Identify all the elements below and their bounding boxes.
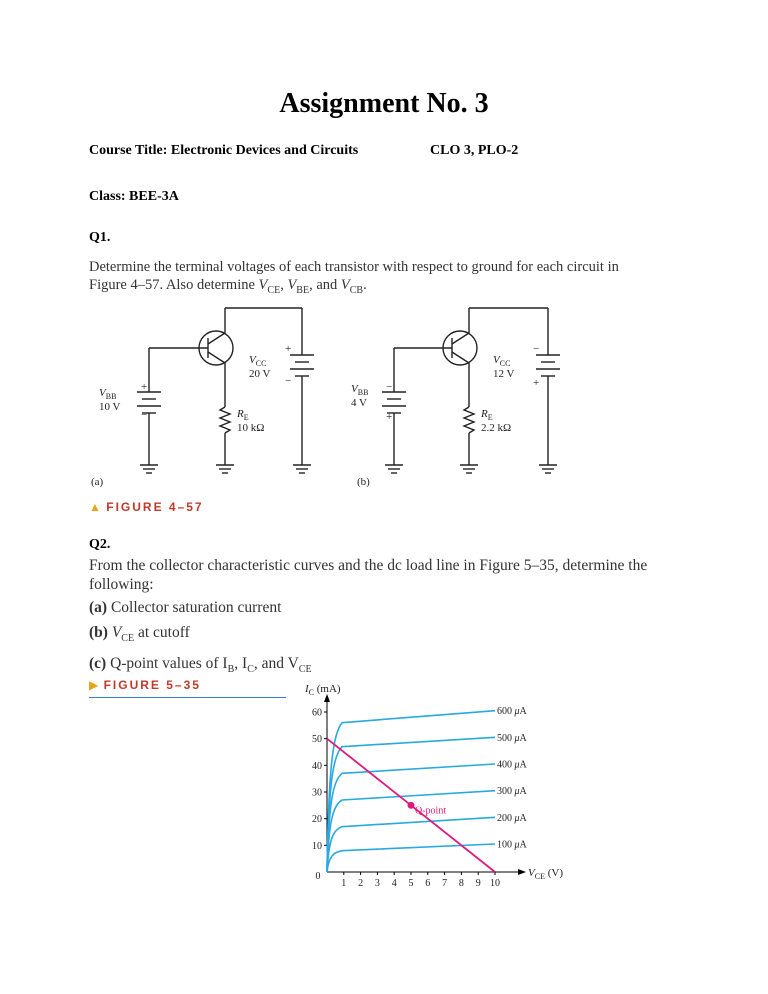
course-title: Course Title: Electronic Devices and Circuits: [89, 143, 359, 158]
svg-text:−: −: [141, 409, 148, 421]
x-tick-label: 10: [490, 878, 500, 889]
re-b-value: 2.2 kΩ: [481, 422, 512, 434]
origin-label: 0: [315, 871, 321, 882]
q1-text: [89, 258, 619, 300]
x-axis-arrow-icon: [518, 869, 526, 875]
y-tick-label: 20: [312, 814, 322, 826]
q-point-marker: [408, 802, 415, 809]
q2-intro: [89, 556, 689, 594]
x-tick-label: 8: [458, 878, 464, 889]
x-tick-label: 5: [408, 878, 414, 889]
svg-text:VBB: $V_{BB}$: [99, 387, 117, 401]
ib-curve-label: 300 μA: [497, 786, 527, 798]
q2-item-b: (b) $V_{CE}$ at cutoff: [89, 624, 190, 645]
x-tick-label: 1: [341, 878, 347, 889]
q1-text-line1: Determine the terminal voltages of each transistor with respect to ground for each circuit in: [89, 259, 619, 275]
x-tick-label: 9: [475, 878, 481, 889]
svg-text:VCC: $V_{CC}$: [493, 354, 511, 368]
q2-item-c: (c) Q-point values of $I_B$, $I_C$, and $V_{CE}$: [89, 655, 312, 676]
y-tick-label: 30: [312, 787, 322, 799]
svg-text:−: −: [386, 381, 393, 393]
svg-text:+: +: [386, 411, 393, 423]
x-tick-label: 4: [391, 878, 397, 889]
vbb-b-value: 4 V: [351, 397, 367, 409]
ib-curve-label: 400 μA: [497, 759, 527, 771]
re-b-resistor-icon: [464, 407, 474, 433]
circuit-b-label: (b): [357, 476, 370, 488]
figure-5-35-caption: ▶ FIGURE 5–35: [89, 678, 286, 698]
figure-4-57-circuits: [89, 300, 589, 490]
vbb-a-value: 10 V: [99, 401, 121, 413]
x-tick-label: 2: [358, 878, 364, 889]
svg-text:+: +: [285, 343, 292, 355]
x-tick-label: 6: [425, 878, 431, 889]
circuit-a: [137, 308, 314, 473]
class-label: Class: BEE-3A: [89, 189, 179, 204]
ib-curve-label: 100 μA: [497, 839, 527, 851]
triangle-right-icon: ▶: [89, 678, 99, 692]
ib-curve-4: [327, 764, 495, 872]
clo-plo: CLO 3, PLO-2: [430, 143, 519, 158]
re-a-value: 10 kΩ: [237, 422, 265, 434]
ib-curve-label: 200 μA: [497, 812, 527, 824]
y-tick-label: 50: [312, 734, 322, 746]
figure-4-57-caption: ▲ FIGURE 4–57: [89, 500, 204, 514]
y-axis-label: $I_C$ (mA): [305, 683, 341, 697]
q2-intro-line1: From the collector characteristic curves and the dc load line in Figure 5–35, determine the: [89, 557, 648, 574]
svg-text:−: −: [533, 343, 540, 355]
ib-curve-label: 500 μA: [497, 732, 527, 744]
circuit-a-label: (a): [91, 476, 104, 488]
q2-label: Q2.: [89, 537, 111, 552]
x-tick-label: 7: [442, 878, 448, 889]
q-point-label: Q-point: [415, 805, 447, 817]
q1-text-line2: Figure 4–57. Also determine $V_{CE}$, $V_{BE}$, and $V_{CB}$.: [89, 277, 367, 296]
ib-curve-1: [327, 844, 495, 872]
svg-text:+: +: [533, 377, 540, 389]
y-axis-arrow-icon: [324, 694, 330, 702]
svg-text:VCC: $V_{CC}$: [249, 354, 267, 368]
x-tick-label: 3: [374, 878, 380, 889]
q2-intro-line2: following:: [89, 576, 154, 593]
y-tick-label: 10: [312, 840, 322, 852]
x-axis-label: $V_{CE}$ (V): [528, 867, 563, 881]
svg-text:RE: $R_E$: [237, 408, 249, 422]
svg-text:+: +: [141, 381, 148, 393]
collector-characteristics-chart: [290, 672, 590, 894]
triangle-up-icon: ▲: [89, 500, 101, 514]
q1-label: Q1.: [89, 230, 111, 245]
y-tick-label: 60: [312, 707, 322, 719]
circuit-b: [382, 308, 560, 473]
re-a-resistor-icon: [220, 407, 230, 433]
q2-item-a: (a) Collector saturation current: [89, 599, 282, 616]
vcc-b-value: 12 V: [493, 368, 515, 380]
q2-items: [89, 595, 312, 682]
svg-text:RE: $R_E$: [481, 408, 493, 422]
page-title: Assignment No. 3: [279, 88, 489, 119]
svg-text:−: −: [285, 375, 292, 387]
vcc-a-value: 20 V: [249, 368, 271, 380]
ib-curve-label: 600 μA: [497, 706, 527, 718]
y-tick-label: 40: [312, 760, 322, 772]
svg-text:VBB: $V_{BB}$: [351, 383, 369, 397]
